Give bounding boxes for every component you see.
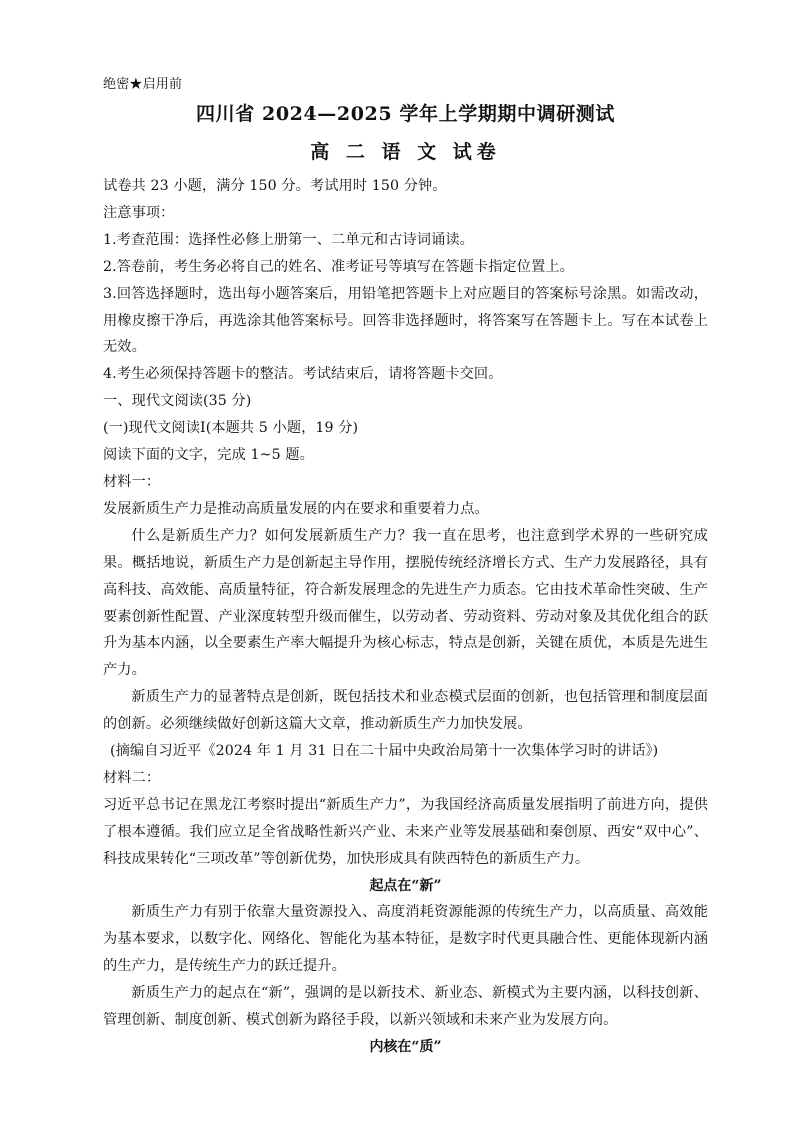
material-one-label: 材料一： xyxy=(103,473,161,490)
material-one-paragraph: 新质生产力的显著特点是创新，既包括技术和业态模式层面的创新，也包括管理和制度层面的创新。必须继续做好创新这篇大文章，推动新质生产力加快发展。 xyxy=(103,689,708,733)
material-one-source: (摘编自习近平《2024 年 1 月 31 日在二十届中央政治局第十一次集体学习时的讲话》) xyxy=(110,743,659,760)
exam-subtitle: 高 二 语 文 试卷 xyxy=(310,141,501,163)
section-modern-reading xyxy=(103,388,708,469)
exam-summary: 试卷共 23 小题，满分 150 分。考试用时 150 分钟。 xyxy=(103,178,447,194)
material-one-paragraph: 什么是新质生产力？如何发展新质生产力？我一直在思考，也注意到学术界的一些研究成果。概括地说，新质生产力是创新起主导作用，摆脱传统经济增长方式、生产力发展路径，具有高科技、高效能、高质量特征，符合新发展理念的先进生产力质态。它由技术革命性突破、生产要素创新性配置、产业深度转型升级而催生，以劳动者、劳动资料、劳动对象及其优化组合的跃升为基本内涵，以全要素生产率大幅提升为核心标志，特点是创新，关键在质优，本质是先进生产力。 xyxy=(103,527,708,679)
subsection-heading: (一)现代文阅读Ⅰ(本题共 5 小题，19 分) xyxy=(103,420,359,437)
notice-item-4: 4.考生必须保持答题卡的整洁。考试结束后，请将答题卡交回。 xyxy=(103,366,503,383)
material-two-paragraph: 新质生产力的起点在“新”，强调的是以新技术、新业态、新模式为主要内涵，以科技创新、管理创新、制度创新、模式创新为路径手段，以新兴领域和未来产业为发展方向。 xyxy=(103,985,708,1029)
notice-heading: 注意事项： xyxy=(103,204,175,221)
material-two xyxy=(103,765,708,1061)
instructions-block xyxy=(103,173,708,388)
material-one xyxy=(103,469,708,765)
material-two-intro: 习近平总书记在黑龙江考察时提出“新质生产力”，为我国经济高质量发展指明了前进方向，提供了根本遵循。我们应立足全省战略性新兴产业、未来产业等发展基础和秦创原、西安“双中心”、科技成果转化“三项改革”等创新优势，加快形成具有陕西特色的新质生产力。 xyxy=(103,796,708,867)
notice-item-3: 3.回答选择题时，选出每小题答案后，用铅笔把答题卡上对应题目的答案标号涂黑。如需改动，用橡皮擦干净后，再选涂其他答案标号。回答非选择题时，将答案写在答题卡上。写在本试卷上无效。 xyxy=(103,285,708,356)
reading-directive: 阅读下面的文字，完成 1~5 题。 xyxy=(103,447,314,464)
material-two-label: 材料二： xyxy=(103,769,161,786)
material-one-paragraph: 发展新质生产力是推动高质量发展的内在要求和重要着力点。 xyxy=(103,500,489,517)
material-two-paragraph: 新质生产力有别于依靠大量资源投入、高度消耗资源能源的传统生产力，以高质量、高效能为基本要求，以数字化、网络化、智能化为基本特征，是数字时代更具融合性、更能体现新内涵的生产力，是传统生产力的跃迁提升。 xyxy=(103,904,708,975)
notice-item-1: 1.考查范围：选择性必修上册第一、二单元和古诗词诵读。 xyxy=(103,231,474,248)
section-heading: 一、现代文阅读(35 分) xyxy=(103,393,252,410)
secret-mark: 绝密★启用前 xyxy=(103,77,183,92)
section-heading-new: 起点在“新” xyxy=(369,877,442,894)
section-heading-quality: 内核在“质” xyxy=(369,1039,442,1055)
notice-item-2: 2.答卷前，考生务必将自己的姓名、准考证号等填写在答题卡指定位置上。 xyxy=(103,258,574,275)
exam-title: 四川省 2024—2025 学年上学期期中调研测试 xyxy=(196,103,615,125)
